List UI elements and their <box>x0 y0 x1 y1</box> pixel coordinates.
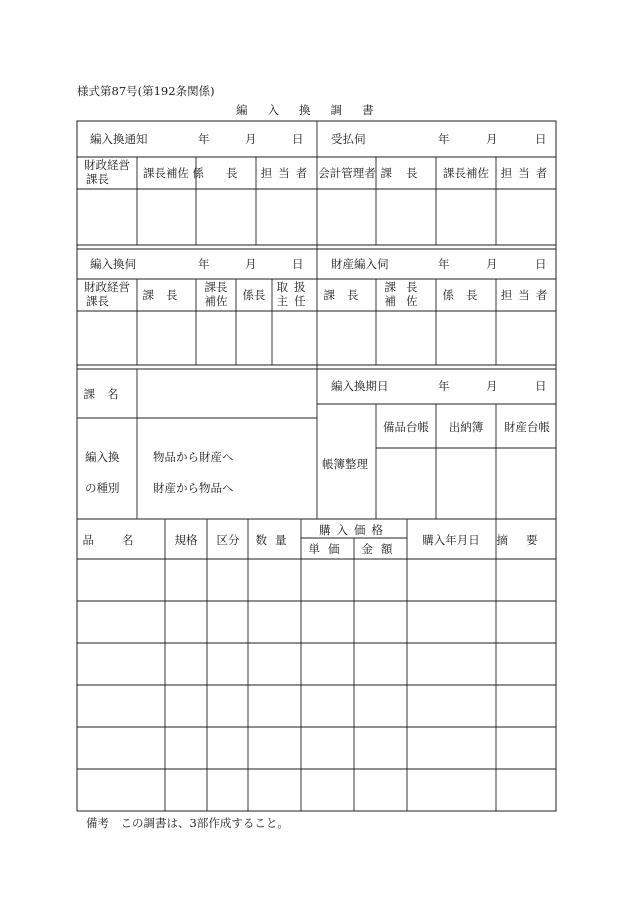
option-asset-to-goods: 財産から物品へ <box>153 481 234 495</box>
transfer-year: 年 <box>198 257 210 271</box>
receipt-year: 年 <box>438 132 450 146</box>
type-label-2: の種別 <box>85 481 120 495</box>
asset-year: 年 <box>438 257 450 271</box>
receipt-month: 月 <box>486 132 498 146</box>
asset-month: 月 <box>486 257 498 271</box>
header-item-name: 品名 <box>82 533 162 547</box>
asset-day: 日 <box>535 257 547 271</box>
option-goods-to-asset: 物品から財産へ <box>153 450 234 464</box>
approver-deputy-4: 補佐 <box>384 294 428 308</box>
header-unit-price: 単価 <box>308 542 348 556</box>
approver-accountant: 会計管理者 <box>318 166 376 180</box>
approver-finance-chief: 課長 <box>86 172 109 186</box>
approver-handler: 取扱 <box>276 280 312 294</box>
header-spec: 規格 <box>174 533 198 547</box>
approver-chief: 課長 <box>380 166 432 180</box>
approver-section-head: 係長 <box>192 166 260 180</box>
approver-section-head-2: 係長 <box>242 288 266 302</box>
form-number: 様式第87号(第192条関係) <box>77 84 215 98</box>
division-label: 課名 <box>83 387 131 401</box>
form-border <box>77 121 556 811</box>
approver-finance-2: 財政経営 <box>84 280 130 294</box>
period-year: 年 <box>438 379 450 393</box>
approver-handler-chief: 主任 <box>276 294 312 308</box>
transfer-month: 月 <box>245 257 257 271</box>
asset-label: 財産編入伺 <box>331 257 389 271</box>
footer-note: 備考 この調書は、3部作成すること。 <box>86 816 289 830</box>
ledger-equipment: 備品台帳 <box>383 420 429 434</box>
approver-finance: 財政経営 <box>84 158 130 172</box>
ledger-label: 帳簿整理 <box>322 457 368 471</box>
header-purchase-date: 購入年月日 <box>422 533 480 547</box>
transfer-label: 編入換伺 <box>90 257 136 271</box>
receipt-label: 受払伺 <box>331 132 366 146</box>
notice-label: 編入換通知 <box>90 132 148 146</box>
approver-staff-3: 担当者 <box>500 288 554 302</box>
period-day: 日 <box>535 379 547 393</box>
header-remarks: 摘要 <box>496 533 556 547</box>
receipt-day: 日 <box>535 132 547 146</box>
approver-staff: 担当者 <box>260 166 314 180</box>
ledger-cashbook: 出納簿 <box>448 420 484 434</box>
period-month: 月 <box>486 379 498 393</box>
ledger-asset: 財産台帳 <box>504 420 550 434</box>
header-category: 区分 <box>216 533 240 547</box>
approver-chief-2: 課長 <box>142 288 190 302</box>
approver-deputy-3: 補佐 <box>204 294 228 308</box>
approver-staff-2: 担当者 <box>500 166 554 180</box>
header-amount: 金額 <box>361 542 401 556</box>
approver-chief-4: 課長 <box>323 288 371 302</box>
approver-deputy-2: 課長補佐 <box>443 166 489 180</box>
transfer-day: 日 <box>292 257 304 271</box>
notice-day: 日 <box>292 132 304 146</box>
notice-year: 年 <box>198 132 210 146</box>
form-title: 編入換調書 <box>236 103 394 117</box>
notice-month: 月 <box>245 132 257 146</box>
approver-section-head-3: 係長 <box>442 288 490 302</box>
approver-chief-5: 課長 <box>384 280 428 294</box>
approver-finance-chief-2: 課長 <box>86 294 109 308</box>
period-label: 編入換期日 <box>331 379 389 393</box>
header-quantity: 数量 <box>255 533 295 547</box>
approver-chief-3: 課長 <box>204 280 228 294</box>
approver-deputy: 課長補佐 <box>143 166 189 180</box>
header-purchase-price: 購入価格 <box>319 523 389 537</box>
type-label-1: 編入換 <box>85 450 120 464</box>
